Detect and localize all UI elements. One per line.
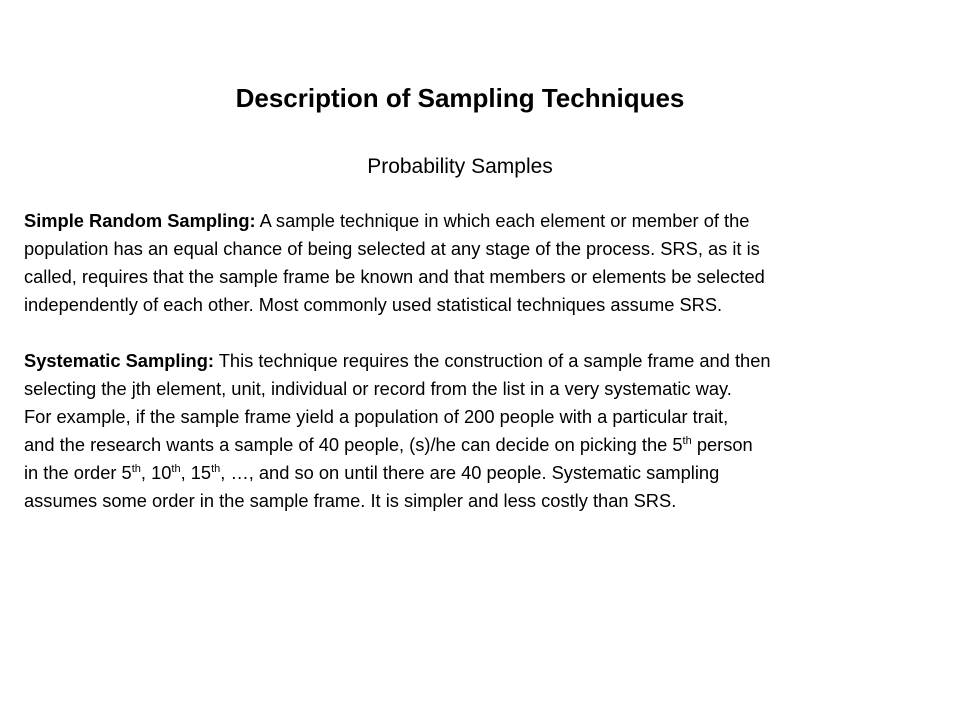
srs-line-2: population has an equal chance of being selected at any stage of the process. SRS, as it is xyxy=(24,238,760,259)
srs-line-1: Simple Random Sampling: A sample technique in which each element or member of the xyxy=(24,210,750,231)
systematic-line-6: assumes some order in the sample frame. It is simpler and less costly than SRS. xyxy=(24,490,677,511)
paragraph-gap xyxy=(24,319,936,347)
srs-line-4: independently of each other. Most commonly used statistical techniques assume SRS. xyxy=(24,294,723,315)
systematic-lead: Systematic Sampling: xyxy=(24,350,214,371)
systematic-line-1: Systematic Sampling: This technique requires the construction of a sample frame and then xyxy=(24,350,771,371)
systematic-line-2: selecting the jth element, unit, individual or record from the list in a very systematic way. xyxy=(24,378,732,399)
systematic-paragraph xyxy=(24,347,936,515)
srs-paragraph xyxy=(24,207,936,319)
slide-body xyxy=(24,207,936,515)
systematic-line-5: in the order 5th, 10th, 15th, …, and so on until there are 40 people. Systematic sampling xyxy=(24,462,720,483)
systematic-line-3: For example, if the sample frame yield a population of 200 people with a particular trait, xyxy=(24,406,729,427)
srs-lead: Simple Random Sampling: xyxy=(24,210,256,231)
srs-line-3: called, requires that the sample frame be known and that members or elements be selected xyxy=(24,266,765,287)
systematic-line-4: and the research wants a sample of 40 people, (s)/he can decide on picking the 5th person xyxy=(24,434,753,455)
slide-title: Description of Sampling Techniques xyxy=(235,83,685,113)
slide-subtitle: Probability Samples xyxy=(367,155,553,178)
